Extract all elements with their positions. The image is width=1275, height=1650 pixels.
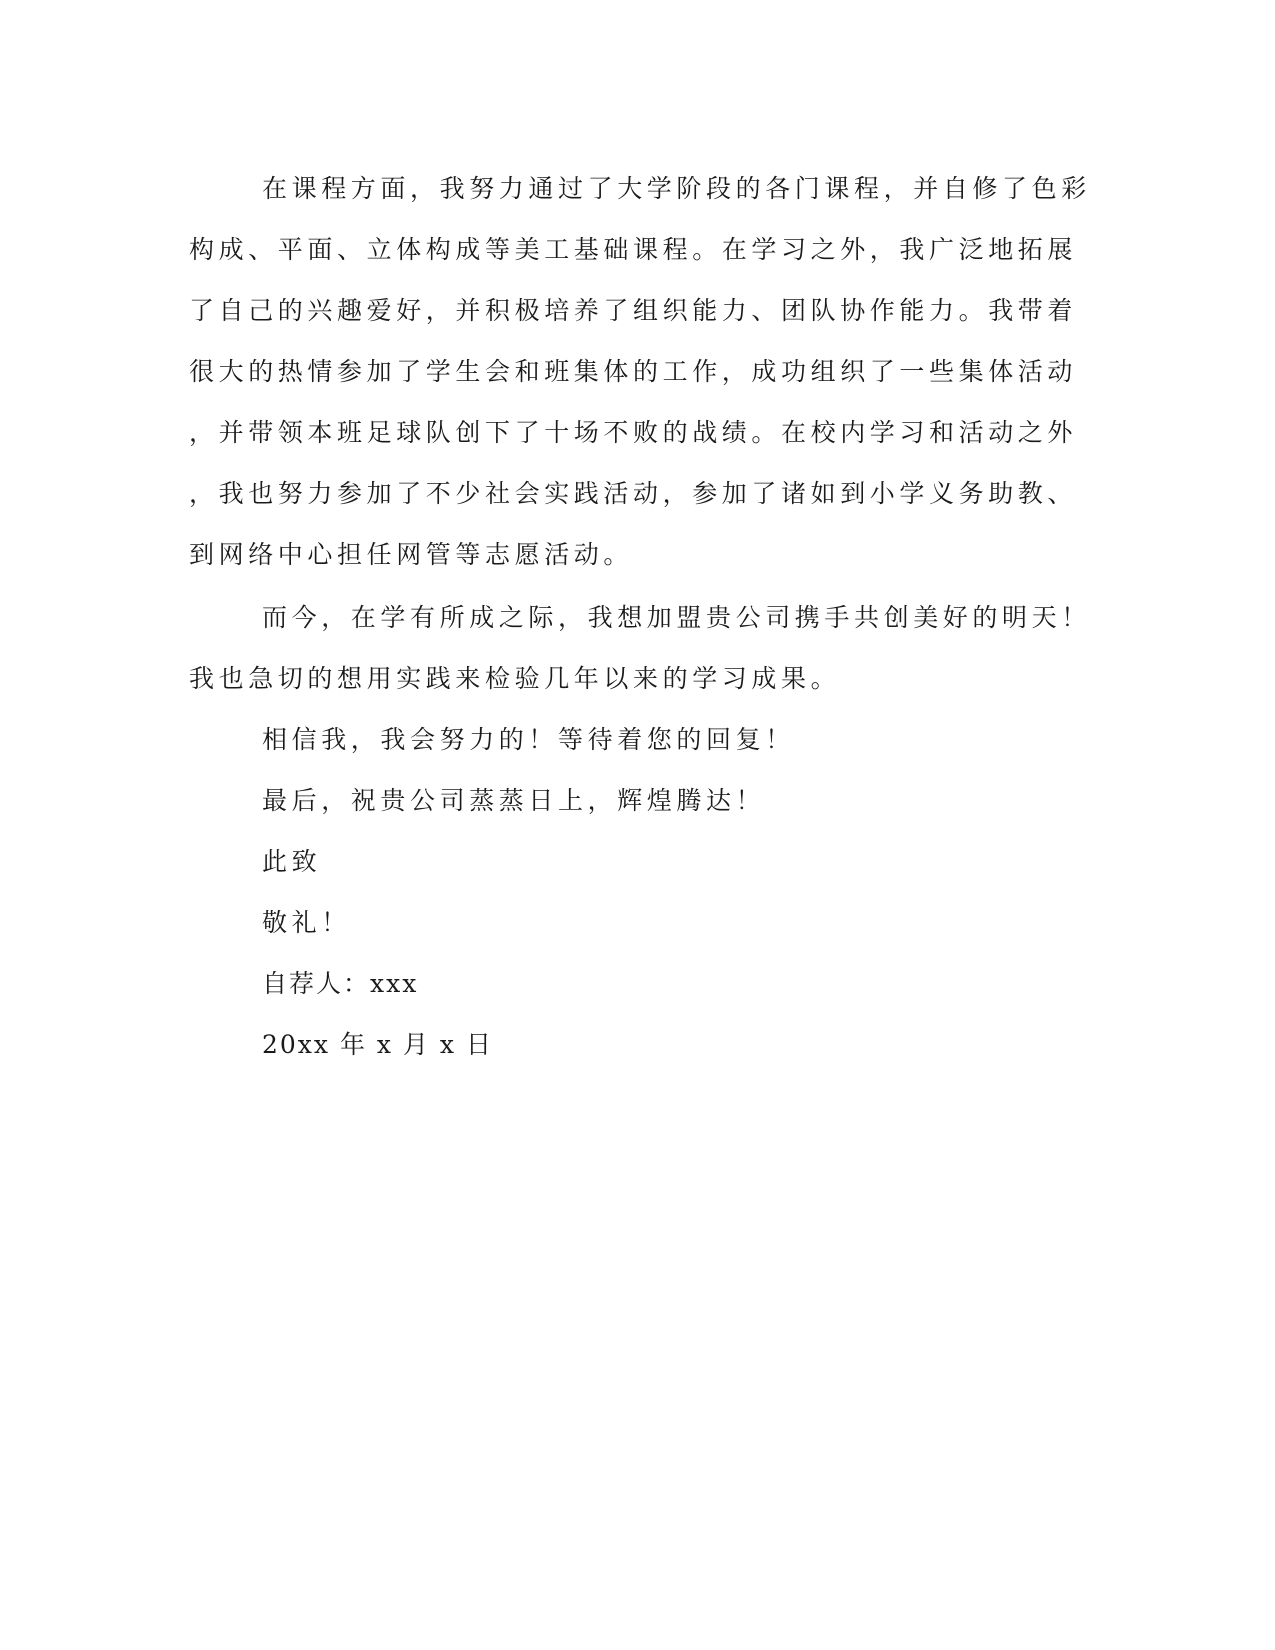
paragraph-1-line-5: ，并带领本班足球队创下了十场不败的战绩。在校内学习和活动之外 — [189, 418, 1078, 447]
signature: 自荐人：xxx — [262, 969, 419, 998]
paragraph-1-line-4: 很大的热情参加了学生会和班集体的工作，成功组织了一些集体活动 — [189, 357, 1078, 386]
salutation-line-1: 此致 — [262, 847, 322, 876]
paragraph-1-line-2: 构成、平面、立体构成等美工基础课程。在学习之外，我广泛地拓展 — [189, 235, 1078, 264]
salutation-line-2: 敬礼！ — [262, 908, 351, 937]
paragraph-1-line-3: 了自己的兴趣爱好，并积极培养了组织能力、团队协作能力。我带着 — [189, 296, 1078, 325]
paragraph-2-line-2: 我也急切的想用实践来检验几年以来的学习成果。 — [189, 664, 841, 693]
paragraph-1-line-1: 在课程方面，我努力通过了大学阶段的各门课程，并自修了色彩 — [262, 174, 1091, 203]
date: 20xx 年 x 月 x 日 — [262, 1030, 493, 1059]
closing-line-2: 最后，祝贵公司蒸蒸日上，辉煌腾达！ — [262, 786, 766, 815]
paragraph-1-line-6: ，我也努力参加了不少社会实践活动，参加了诸如到小学义务助教、 — [189, 479, 1078, 508]
paragraph-1-line-7: 到网络中心担任网管等志愿活动。 — [189, 540, 634, 569]
closing-line-1: 相信我，我会努力的！等待着您的回复！ — [262, 725, 795, 754]
paragraph-2-line-1: 而今，在学有所成之际，我想加盟贵公司携手共创美好的明天！ — [262, 603, 1091, 632]
